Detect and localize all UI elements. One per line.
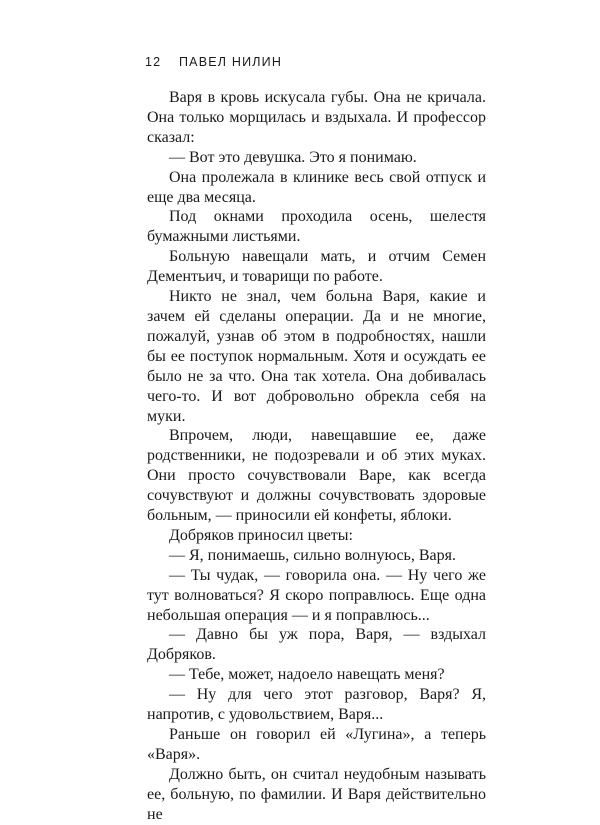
page-number: 12 bbox=[145, 55, 162, 69]
paragraph: Добряков приносил цветы: bbox=[169, 526, 353, 544]
paragraph: Больную навещали мать, и отчим Семен Дементьич, и товарищи по работе. bbox=[147, 248, 486, 286]
paragraph: — Ну для чего этот разговор, Варя? Я, напротив, с удовольствием, Варя... bbox=[147, 686, 486, 724]
paragraph: Должно быть, он считал неудобным называть ее, больную, по фамилии. И Варя действительно не bbox=[147, 765, 486, 823]
paragraph: — Я, понимаешь, сильно волнуюсь, Варя. bbox=[169, 546, 456, 564]
paragraph: Никто не знал, чем больна Варя, какие и зачем ей сделаны операции. Да и не многие, пожалуй, узнав об этом в подробностях, нашли бы ее поступок нормальным. Хотя и осуждать ее было не за что. Она так хотела. Она добивалась чего-то. И вот добровольно обрекла себя на муки. bbox=[147, 288, 486, 425]
paragraph: — Тебе, может, надоело навещать меня? bbox=[169, 666, 445, 684]
paragraph: Раньше он говорил ей «Лугина», а теперь «Варя». bbox=[147, 726, 486, 763]
paragraph: Варя в кровь искусала губы. Она не кричала. Она только морщилась и вздыхала. И профессор сказал: bbox=[147, 89, 486, 146]
author-name: ПАВЕЛ НИЛИН bbox=[179, 55, 283, 69]
paragraph: Она пролежала в клинике весь свой отпуск и еще два месяца. bbox=[147, 168, 486, 206]
paragraph: — Ты чудак, — говорила она. — Ну чего же тут волноваться? Я скоро поправлюсь. Еще одна небольшая операция — и я поправлюсь... bbox=[147, 566, 486, 624]
paragraph: Под окнами проходила осень, шелестя бумажными листьями. bbox=[147, 208, 486, 246]
paragraph: — Давно бы уж пора, Варя, — вздыхал Добряков. bbox=[147, 626, 486, 664]
paragraph: — Вот это девушка. Это я понимаю. bbox=[169, 148, 417, 166]
running-header bbox=[145, 55, 282, 69]
body-text bbox=[147, 88, 486, 825]
paragraph: Впрочем, люди, навещавшие ее, даже родственники, не подозревали и об этих муках. Они просто сочувствовали Варе, как всегда сочувствуют и должны сочувствовать здоровые больным, — приносили ей конфеты, яблоки. bbox=[147, 427, 486, 525]
